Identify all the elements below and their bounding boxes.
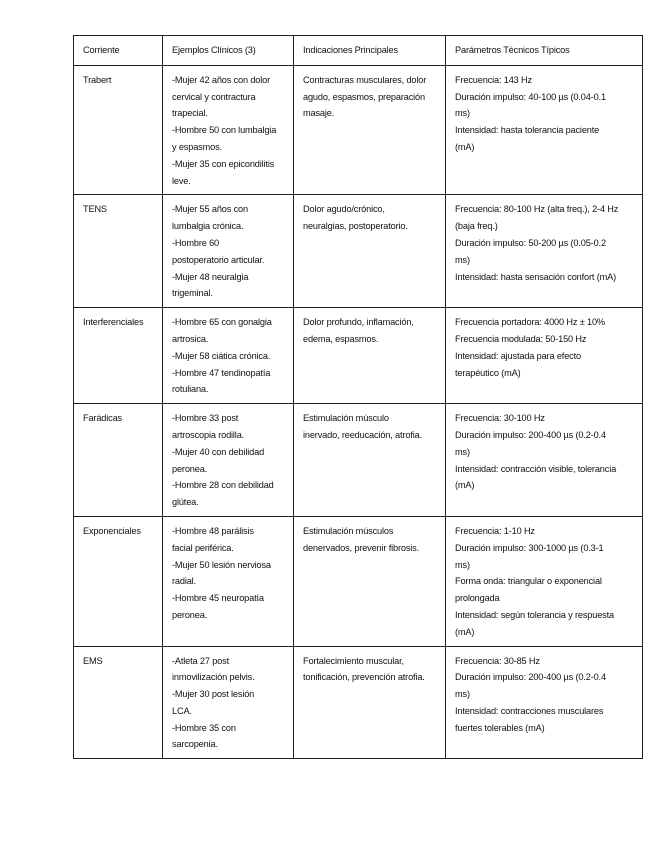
cell-line: -Mujer 40 con debilidad [172,446,265,457]
table-row [74,195,643,308]
cell-line: lumbalgia crónica. [172,221,244,232]
cell-line: -Hombre 28 con debilidad [172,480,274,491]
header-cell-current: Corriente [74,36,163,66]
table-row [74,646,643,759]
examples-cell [163,65,294,195]
examples-cell [163,404,294,517]
table-body [74,36,643,759]
table-row [74,516,643,646]
indications-cell [294,195,446,308]
indications-cell [294,516,446,646]
cell-line: radial. [172,576,196,587]
parameters-cell [446,65,643,195]
indications-cell [294,404,446,517]
cell-line: peronea. [172,463,208,474]
parameters-cell [446,516,643,646]
cell-line: ms) [455,559,470,570]
cell-line: (mA) [455,480,475,491]
cell-line: -Mujer 30 post lesión [172,689,255,700]
current-name-cell: Trabert [74,65,163,195]
current-name-cell: TENS [74,195,163,308]
cell-line: ms) [455,108,470,119]
header-cell-indications: Indicaciones Principales [294,36,446,66]
cell-line: -Hombre 48 parálisis [172,525,254,536]
cell-line: rotuliana. [172,384,209,395]
cell-line: Estimulación músculos [303,525,394,536]
cell-line: inmovilización pelvis. [172,672,255,683]
cell-line: artroscopia rodilla. [172,429,245,440]
cell-line: inervado, reeducación, atrofia. [303,429,422,440]
cell-line: leve. [172,175,191,186]
cell-line: -Hombre 35 con [172,722,236,733]
cell-line: tonificación, prevención atrofia. [303,672,425,683]
cell-line: trigeminal. [172,288,213,299]
cell-line: -Mujer 48 neuralgia [172,271,249,282]
cell-line: Frecuencia: 1-10 Hz [455,525,535,536]
current-name-cell: Exponenciales [74,516,163,646]
cell-line: ms) [455,254,470,265]
indications-cell [294,646,446,759]
examples-cell [163,516,294,646]
cell-line: Frecuencia: 30-85 Hz [455,655,540,666]
cell-line: trapecial. [172,108,208,119]
parameters-cell [446,195,643,308]
cell-line: Intensidad: contracción visible, tolerancia [455,463,617,474]
cell-line: Forma onda: triangular o exponencial [455,576,602,587]
cell-line: Frecuencia portadora: 4000 Hz ± 10% [455,317,605,328]
cell-line: -Mujer 55 años con [172,204,248,215]
examples-cell [163,308,294,404]
cell-line: Duración impulso: 300-1000 µs (0.3-1 [455,542,604,553]
cell-line: -Hombre 60 [172,237,220,248]
cell-line: glútea. [172,497,199,508]
cell-line: LCA. [172,705,192,716]
table-row [74,65,643,195]
current-name-cell: Farádicas [74,404,163,517]
cell-line: neuralgias, postoperatorio. [303,221,408,232]
cell-line: Intensidad: hasta sensación confort (mA) [455,271,616,282]
cell-line: Dolor profundo, inflamación, [303,317,414,328]
current-name-cell: Interferenciales [74,308,163,404]
examples-cell [163,646,294,759]
cell-line: Duración impulso: 200-400 µs (0.2-0.4 [455,672,606,683]
cell-line: Frecuencia: 30-100 Hz [455,413,545,424]
indications-cell [294,65,446,195]
cell-line: Fortalecimiento muscular, [303,655,404,666]
examples-cell [163,195,294,308]
cell-line: facial periférica. [172,542,234,553]
cell-line: Intensidad: hasta tolerancia paciente [455,125,600,136]
cell-line: peronea. [172,609,208,620]
cell-line: Contracturas musculares, dolor [303,74,427,85]
cell-line: masaje. [303,108,335,119]
cell-line: edema, espasmos. [303,333,379,344]
cell-line: prolongada [455,593,500,604]
cell-line: -Mujer 58 ciática crónica. [172,350,271,361]
parameters-cell [446,404,643,517]
cell-line: Duración impulso: 50-200 µs (0.05-0.2 [455,237,606,248]
cell-line: -Mujer 42 años con dolor [172,74,271,85]
cell-line: -Hombre 65 con gonalgia [172,317,272,328]
cell-line: -Mujer 35 con epicondilitis [172,158,275,169]
cell-line: denervados, prevenir fibrosis. [303,542,420,553]
cell-line: Estimulación músculo [303,413,389,424]
cell-line: -Hombre 50 con lumbalgia [172,125,277,136]
parameters-cell [446,308,643,404]
cell-line: Duración impulso: 40-100 µs (0.04-0.1 [455,91,606,102]
cell-line: ms) [455,446,470,457]
cell-line: -Hombre 47 tendinopatía [172,367,271,378]
cell-line: Frecuencia: 80-100 Hz (alta freq.), 2-4 Hz [455,204,619,215]
cell-line: agudo, espasmos, preparación [303,91,425,102]
current-name-cell: EMS [74,646,163,759]
header-cell-examples: Ejemplos Clínicos (3) [163,36,294,66]
cell-line: -Hombre 33 post [172,413,239,424]
cell-line: y espasmos. [172,141,222,152]
cell-line: Frecuencia modulada: 50-150 Hz [455,333,587,344]
cell-line: Intensidad: ajustada para efecto [455,350,581,361]
cell-line: Duración impulso: 200-400 µs (0.2-0.4 [455,429,606,440]
table-header-row [74,36,643,66]
cell-line: -Atleta 27 post [172,655,229,666]
cell-line: postoperatorio articular. [172,254,265,265]
cell-line: (mA) [455,141,475,152]
table-row [74,404,643,517]
cell-line: terapéutico (mA) [455,367,521,378]
cell-line: Dolor agudo/crónico, [303,204,385,215]
cell-line: (mA) [455,626,475,637]
cell-line: cervical y contractura [172,91,256,102]
cell-line: Intensidad: según tolerancia y respuesta [455,609,614,620]
header-cell-parameters: Parámetros Técnicos Típicos [446,36,643,66]
cell-line: ms) [455,689,470,700]
indications-cell [294,308,446,404]
cell-line: Frecuencia: 143 Hz [455,74,532,85]
currents-table [73,35,643,759]
cell-line: fuertes tolerables (mA) [455,722,545,733]
table-row [74,308,643,404]
cell-line: (baja freq.) [455,221,498,232]
cell-line: -Hombre 45 neuropatía [172,593,264,604]
cell-line: -Mujer 50 lesión nerviosa [172,559,271,570]
cell-line: Intensidad: contracciones musculares [455,705,604,716]
parameters-cell [446,646,643,759]
cell-line: artrosica. [172,333,209,344]
cell-line: sarcopenia. [172,739,218,750]
